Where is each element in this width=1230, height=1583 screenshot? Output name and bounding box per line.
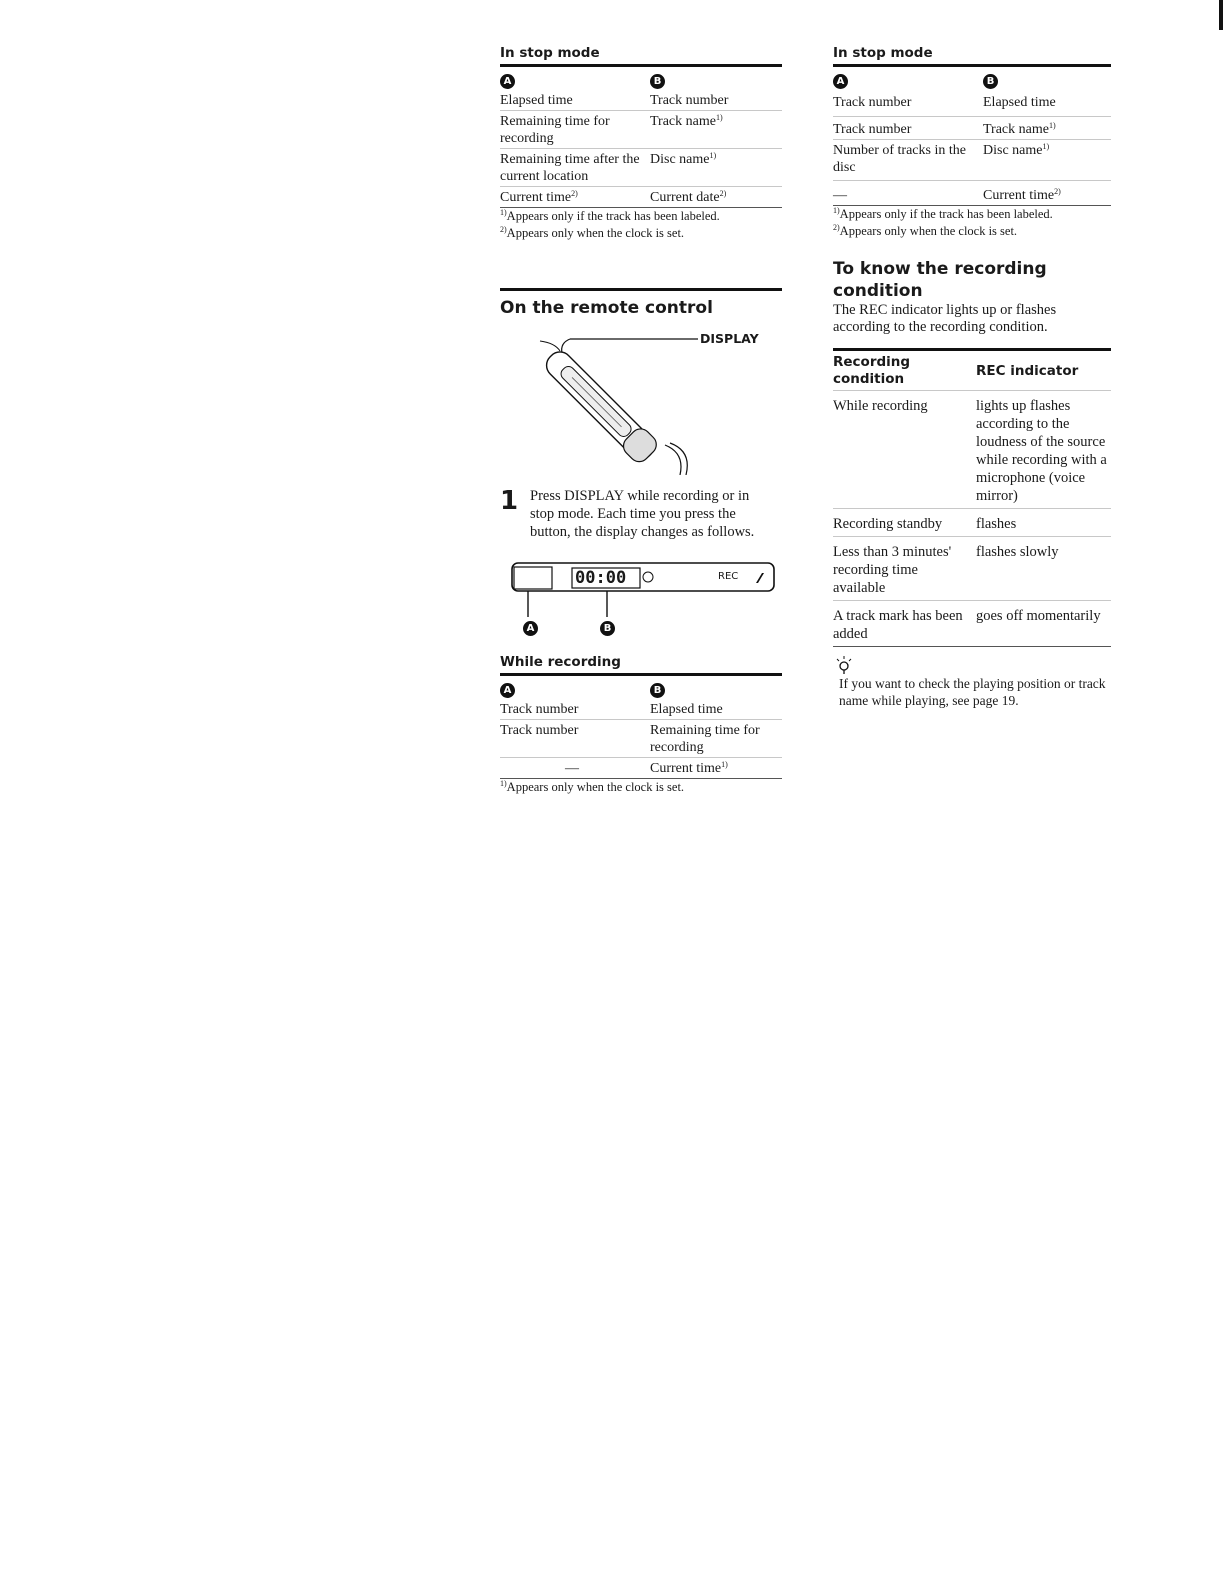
- lcd-display-illustration: [500, 559, 782, 649]
- table-row: [833, 391, 1111, 509]
- cell-b: Track name$^{1)}$: [983, 121, 1056, 137]
- recording-condition-table: [833, 391, 1111, 647]
- stop-mode-heading: In stop mode: [500, 44, 782, 67]
- cell-b: Disc name$^{1)}$: [650, 151, 717, 167]
- cell-b: Current date$^{2)}$: [650, 189, 727, 205]
- table-row: [833, 117, 1111, 140]
- tip-lightbulb-icon: [833, 655, 1111, 675]
- table-row: [500, 90, 782, 111]
- table-row: [833, 181, 1111, 206]
- remote-control-heading: On the remote control: [500, 288, 782, 319]
- table-row: [500, 720, 782, 758]
- cell-a: —: [565, 761, 579, 776]
- table-row: [833, 509, 1111, 537]
- step-1: [500, 487, 782, 541]
- marker-a-icon: A: [833, 74, 848, 89]
- footnote: $^{1)}$Appears only when the clock is set.: [500, 779, 685, 794]
- header-rec-indicator: REC indicator: [976, 363, 1079, 379]
- recording-condition-table-header: [833, 348, 1111, 391]
- cell-a: Track number: [500, 702, 579, 717]
- table-row: [500, 699, 782, 720]
- cell-a: Remaining time for recording: [500, 114, 610, 146]
- cell-a: —: [833, 188, 847, 203]
- marker-a-icon: A: [500, 683, 515, 698]
- cell-a: Track number: [833, 95, 912, 110]
- step-number: 1: [500, 486, 519, 516]
- display-button-label: DISPLAY: [700, 331, 759, 346]
- recording-condition-heading: To know the recording condition: [833, 259, 1047, 301]
- column-markers: [500, 679, 782, 699]
- cell-b: Track number: [650, 93, 729, 108]
- cell-b: Track name$^{1)}$: [650, 113, 723, 129]
- lcd-rec-indicator: REC: [718, 571, 739, 582]
- cell-b: Remaining time for recording: [650, 723, 760, 755]
- cell-condition: Less than 3 minutes' recording time available: [833, 544, 952, 596]
- header-condition: Recording condition: [833, 354, 911, 387]
- table-row: [500, 149, 782, 187]
- cell-condition: A track mark has been added: [833, 608, 963, 642]
- while-recording-table: [500, 699, 782, 779]
- tip-text: If you want to check the playing position or track name while playing, see page 19.: [839, 676, 1106, 708]
- marker-b-icon: B: [650, 74, 665, 89]
- cell-a: Number of tracks in the disc: [833, 143, 966, 175]
- footnote: $^{2)}$Appears only when the clock is set.: [833, 223, 1018, 238]
- marker-a-icon: A: [500, 74, 515, 89]
- stop-mode-table: [833, 90, 1111, 206]
- cell-a: Track number: [833, 122, 912, 137]
- cell-indicator: flashes: [976, 516, 1017, 532]
- table-row: [833, 140, 1111, 181]
- cell-b: Current time$^{1)}$: [650, 760, 728, 776]
- page-edge-mark: [1219, 0, 1223, 30]
- left-column: [500, 44, 782, 796]
- cell-condition: While recording: [833, 398, 928, 414]
- marker-b-icon: B: [600, 621, 615, 636]
- footnote: $^{2)}$Appears only when the clock is set.: [500, 225, 685, 240]
- stop-mode-heading: In stop mode: [833, 44, 1111, 67]
- cell-a: Current time$^{2)}$: [500, 189, 578, 205]
- column-markers: [833, 70, 1111, 90]
- column-markers: [500, 70, 782, 90]
- cell-a: Remaining time after the current location: [500, 152, 640, 184]
- remote-control-illustration: [500, 325, 782, 475]
- cell-b: Elapsed time: [983, 95, 1056, 110]
- marker-a-icon: A: [523, 621, 538, 636]
- table-row: [833, 537, 1111, 601]
- cell-b: Disc name$^{1)}$: [983, 142, 1050, 158]
- footnote: $^{1)}$Appears only if the track has been labeled.: [833, 206, 1053, 221]
- lcd-display-icon: [500, 559, 782, 649]
- table-row: [500, 187, 782, 208]
- cell-condition: Recording standby: [833, 516, 943, 532]
- cell-a: Track number: [500, 723, 579, 738]
- stop-mode-table: [500, 90, 782, 208]
- table-row: [500, 758, 782, 779]
- cell-a: Elapsed time: [500, 93, 573, 108]
- remote-control-icon: [500, 325, 782, 475]
- footnote: $^{1)}$Appears only if the track has been labeled.: [500, 208, 720, 223]
- right-column: [833, 44, 1111, 709]
- table-row: [833, 601, 1111, 647]
- table-row: [500, 111, 782, 149]
- marker-b-icon: B: [650, 683, 665, 698]
- while-recording-heading: While recording: [500, 653, 782, 676]
- cell-b: Elapsed time: [650, 702, 723, 717]
- cell-indicator: flashes slowly: [976, 544, 1059, 560]
- cell-indicator: lights up flashes according to the loudness of the source while recording with a microphone (voice mirror): [976, 398, 1107, 504]
- recording-condition-intro: The REC indicator lights up or flashes according to the recording condition.: [833, 302, 1057, 335]
- table-row: [833, 90, 1111, 117]
- lcd-time: 00:00: [575, 568, 627, 588]
- marker-b-icon: B: [983, 74, 998, 89]
- cell-indicator: goes off momentarily: [976, 608, 1101, 624]
- step-text: Press DISPLAY while recording or in stop mode. Each time you press the button, the display changes as follows.: [530, 488, 755, 540]
- cell-b: Current time$^{2)}$: [983, 187, 1061, 203]
